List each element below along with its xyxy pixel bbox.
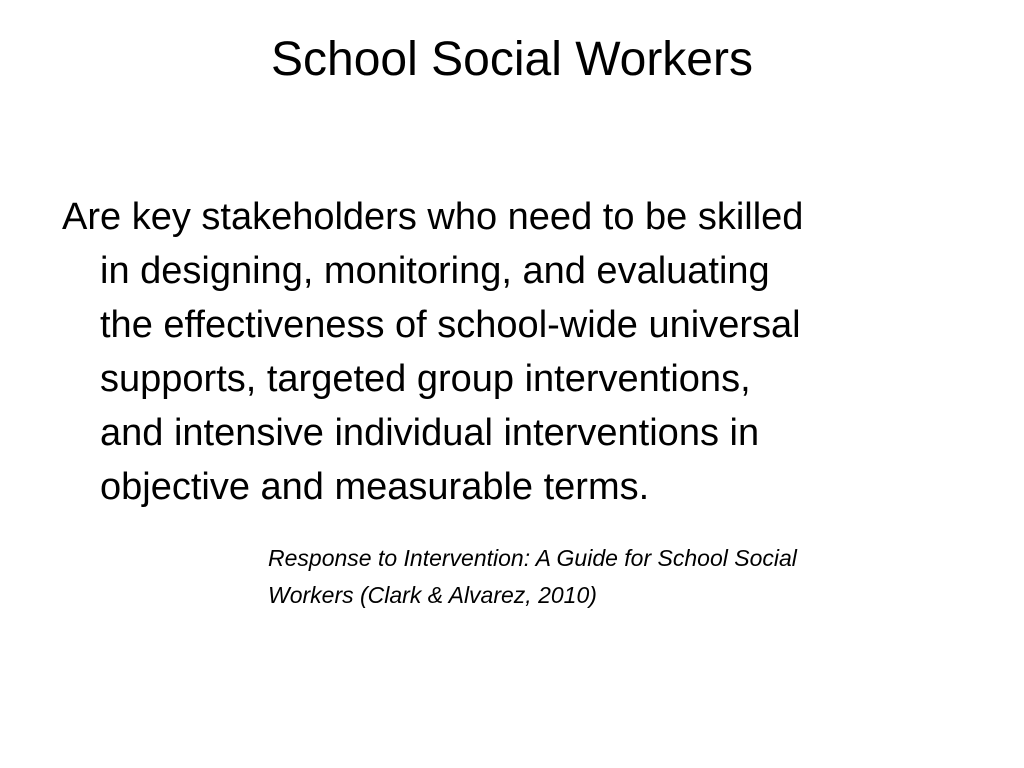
citation-line: Response to Intervention: A Guide for School Social xyxy=(268,545,797,571)
body-line: in designing, monitoring, and evaluating xyxy=(100,250,770,292)
body-line: objective and measurable terms. xyxy=(100,466,650,508)
body-paragraph xyxy=(62,190,962,514)
citation xyxy=(268,540,968,614)
citation-line: Workers (Clark & Alvarez, 2010) xyxy=(268,582,597,608)
body-line: the effectiveness of school-wide universal xyxy=(100,304,801,346)
body-line: Are key stakeholders who need to be skilled xyxy=(62,196,804,238)
body-line: supports, targeted group interventions, xyxy=(100,358,751,400)
body-line: and intensive individual interventions in xyxy=(100,412,760,454)
slide-title: School Social Workers xyxy=(271,33,753,86)
